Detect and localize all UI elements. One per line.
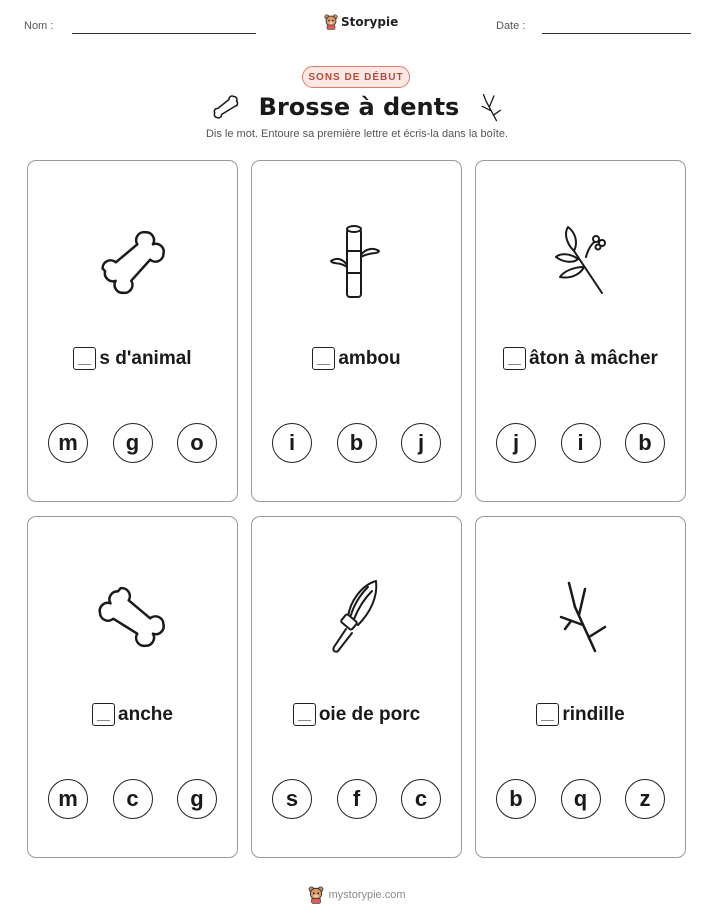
word-row: [28, 703, 237, 726]
bone-icon: [93, 221, 173, 301]
word-row: [252, 347, 461, 370]
letter-choice[interactable]: b: [496, 779, 536, 819]
letter-choice[interactable]: g: [177, 779, 217, 819]
answer-box[interactable]: [312, 347, 335, 370]
card-picture: [476, 221, 685, 301]
letter-choice[interactable]: c: [113, 779, 153, 819]
branch-icon: [477, 92, 503, 122]
word-ending: anche: [118, 703, 173, 725]
answer-box[interactable]: [92, 703, 115, 726]
brand-name: Storypie: [341, 15, 399, 29]
letter-choice[interactable]: s: [272, 779, 312, 819]
word-row: [476, 347, 685, 370]
card-picture: [252, 221, 461, 301]
bear-logo-icon: [308, 886, 324, 904]
word-ending: oie de porc: [318, 703, 421, 725]
footer: [0, 886, 714, 904]
letter-choices: [272, 423, 441, 463]
bone-icon: [211, 92, 241, 122]
category-badge: SONS DE DÉBUT: [302, 66, 410, 88]
branch-icon: [551, 577, 611, 657]
brand-logo: [324, 14, 398, 30]
letter-choice[interactable]: i: [561, 423, 601, 463]
card-picture: [252, 577, 461, 657]
letter-choice[interactable]: j: [401, 423, 441, 463]
title-row: [0, 92, 714, 122]
letter-choice[interactable]: c: [401, 779, 441, 819]
card-picture: [28, 221, 237, 301]
word-ending: rindille: [562, 703, 625, 725]
answer-box[interactable]: [73, 347, 96, 370]
letter-choice[interactable]: q: [561, 779, 601, 819]
footer-url[interactable]: mystorypie.com: [328, 889, 406, 901]
letter-choice[interactable]: z: [625, 779, 665, 819]
letter-choices: [496, 423, 665, 463]
word-card: [251, 516, 462, 858]
twig-leaves-icon: [546, 221, 616, 301]
bristle-brush-icon: [322, 577, 392, 657]
word-row: [252, 703, 461, 726]
word-card: [251, 160, 462, 502]
answer-box[interactable]: [503, 347, 526, 370]
letter-choice[interactable]: i: [272, 423, 312, 463]
instructions: Dis le mot. Entoure sa première lettre et écris-la dans la boîte.: [205, 128, 509, 140]
word-row: [28, 347, 237, 370]
letter-choices: [496, 779, 665, 819]
word-card: [475, 160, 686, 502]
answer-box[interactable]: [536, 703, 559, 726]
letter-choice[interactable]: b: [337, 423, 377, 463]
word-card: [27, 160, 238, 502]
answer-box[interactable]: [293, 703, 316, 726]
card-picture: [476, 577, 685, 657]
page-title: Brosse à dents: [258, 93, 460, 121]
letter-choice[interactable]: m: [48, 423, 88, 463]
letter-choice[interactable]: f: [337, 779, 377, 819]
word-card: [27, 516, 238, 858]
bone-icon: [93, 577, 173, 657]
name-label: Nom :: [24, 20, 54, 32]
letter-choice[interactable]: o: [177, 423, 217, 463]
letter-choice[interactable]: b: [625, 423, 665, 463]
date-label: Date :: [496, 20, 526, 32]
bear-logo-icon: [324, 14, 338, 30]
word-ending: âton à mâcher: [529, 347, 658, 369]
letter-choices: [48, 423, 217, 463]
letter-choice[interactable]: m: [48, 779, 88, 819]
word-row: [476, 703, 685, 726]
letter-choices: [272, 779, 441, 819]
name-line[interactable]: [72, 33, 256, 34]
word-ending: s d'animal: [99, 347, 192, 369]
date-line[interactable]: [542, 33, 691, 34]
word-ending: ambou: [338, 347, 401, 369]
letter-choice[interactable]: g: [113, 423, 153, 463]
letter-choices: [48, 779, 217, 819]
bamboo-icon: [327, 221, 387, 301]
letter-choice[interactable]: j: [496, 423, 536, 463]
word-card: [475, 516, 686, 858]
card-picture: [28, 577, 237, 657]
